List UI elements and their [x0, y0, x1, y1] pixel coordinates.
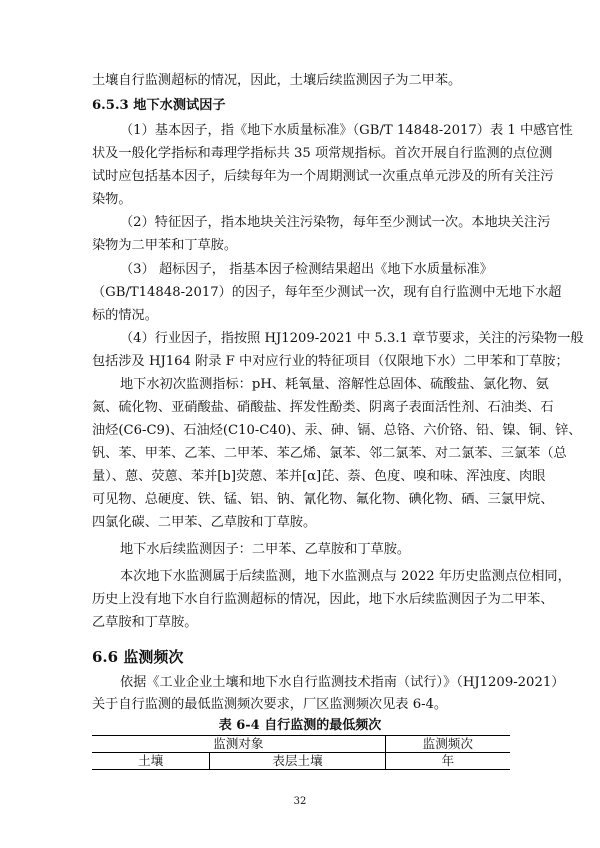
paragraph-line: 油烃(C6-C9)、石油烃(C10-C40)、汞、砷、镉、总铬、六价铬、铅、镍、铜、锌、 [92, 423, 582, 438]
table-cell-category: 土壤 [92, 753, 210, 770]
section-heading-6-5-3: 6.5.3 地下水测试因子 [92, 98, 226, 113]
page-number: 32 [293, 796, 307, 807]
section-heading-6-6: 6.6 监测频次 [92, 648, 184, 666]
paragraph-line: 地下水后续监测因子：二甲苯、乙草胺和丁草胺。 [120, 542, 411, 557]
paragraph-line: 历史上没有地下水自行监测超标的情况，因此，地下水后续监测因子为二甲苯、 [92, 592, 554, 607]
paragraph-line: 地下水初次监测指标：pH、耗氧量、溶解性总固体、硫酸盐、氯化物、氨 [120, 377, 549, 392]
table-header-object: 监测对象 [92, 736, 385, 753]
paragraph-line: 状及一般化学指标和毒理学指标共 35 项常规指标。首次开展自行监测的点位测 [92, 146, 553, 161]
paragraph-line: 四氯化碳、二甲苯、乙草胺和丁草胺。 [92, 515, 317, 530]
paragraph-line: 钒、苯、甲苯、乙苯、二甲苯、苯乙烯、氯苯、邻二氯苯、对二氯苯、三氯苯（总 [92, 446, 567, 461]
paragraph-line: 试时应包括基本因子，后续每年为一个周期测试一次重点单元涉及的所有关注污 [92, 169, 554, 184]
table-header-frequency: 监测频次 [385, 736, 510, 753]
frequency-table [92, 735, 510, 770]
table-row [92, 753, 510, 770]
paragraph-line: 乙草胺和丁草胺。 [92, 615, 198, 630]
paragraph-line: 包括涉及 HJ164 附录 F 中对应行业的特征项目（仅限地下水）二甲苯和丁草胺； [92, 354, 569, 369]
paragraph-line: （4）行业因子，指按照 HJ1209-2021 中 5.3.1 章节要求，关注的污染物一般 [120, 331, 584, 346]
paragraph-line: 量）、蒽、荧蒽、苯并[b]荧蒽、苯并[α]芘、萘、色度、嗅和味、浑浊度、肉眼 [92, 469, 546, 484]
paragraph-line: （3） 超标因子， 指基本因子检测结果超出《地下水质量标准》 [120, 262, 493, 277]
paragraph-line: 关于自行监测的最低监测频次要求，厂区监测频次见表 6-4。 [92, 697, 448, 712]
paragraph-line: （1）基本因子，指《地下水质量标准》（GB/T 14848-2017）表 1 中感官性 [120, 123, 573, 138]
paragraph-line: 染物为二甲苯和丁草胺。 [92, 238, 238, 253]
paragraph-line: （2）特征因子，指本地块关注污染物，每年至少测试一次。本地块关注污 [120, 215, 551, 230]
table-cell-subcategory: 表层土壤 [210, 753, 385, 770]
paragraph-line: 染物。 [92, 192, 132, 207]
table-cell-frequency: 年 [385, 753, 510, 770]
paragraph-line: （GB/T14848-2017）的因子，每年至少测试一次，现有自行监测中无地下水超 [92, 285, 562, 300]
paragraph-line: 土壤自行监测超标的情况，因此，土壤后续监测因子为二甲苯。 [92, 73, 462, 88]
paragraph-line: 依据《工业企业土壤和地下水自行监测技术指南（试行）》（HJ1209-2021） [120, 675, 565, 690]
paragraph-line: 可见物、总硬度、铁、锰、铝、钠、氰化物、氟化物、碘化物、硒、三氯甲烷、 [92, 492, 554, 507]
paragraph-line: 氮、硫化物、亚硝酸盐、硝酸盐、挥发性酚类、阴离子表面活性剂、石油类、石 [92, 400, 554, 415]
paragraph-line: 标的情况。 [92, 308, 158, 323]
table-caption: 表 6-4 自行监测的最低频次 [218, 718, 382, 733]
paragraph-line: 本次地下水监测属于后续监测，地下水监测点与 2022 年历史监测点位相同， [120, 569, 571, 584]
